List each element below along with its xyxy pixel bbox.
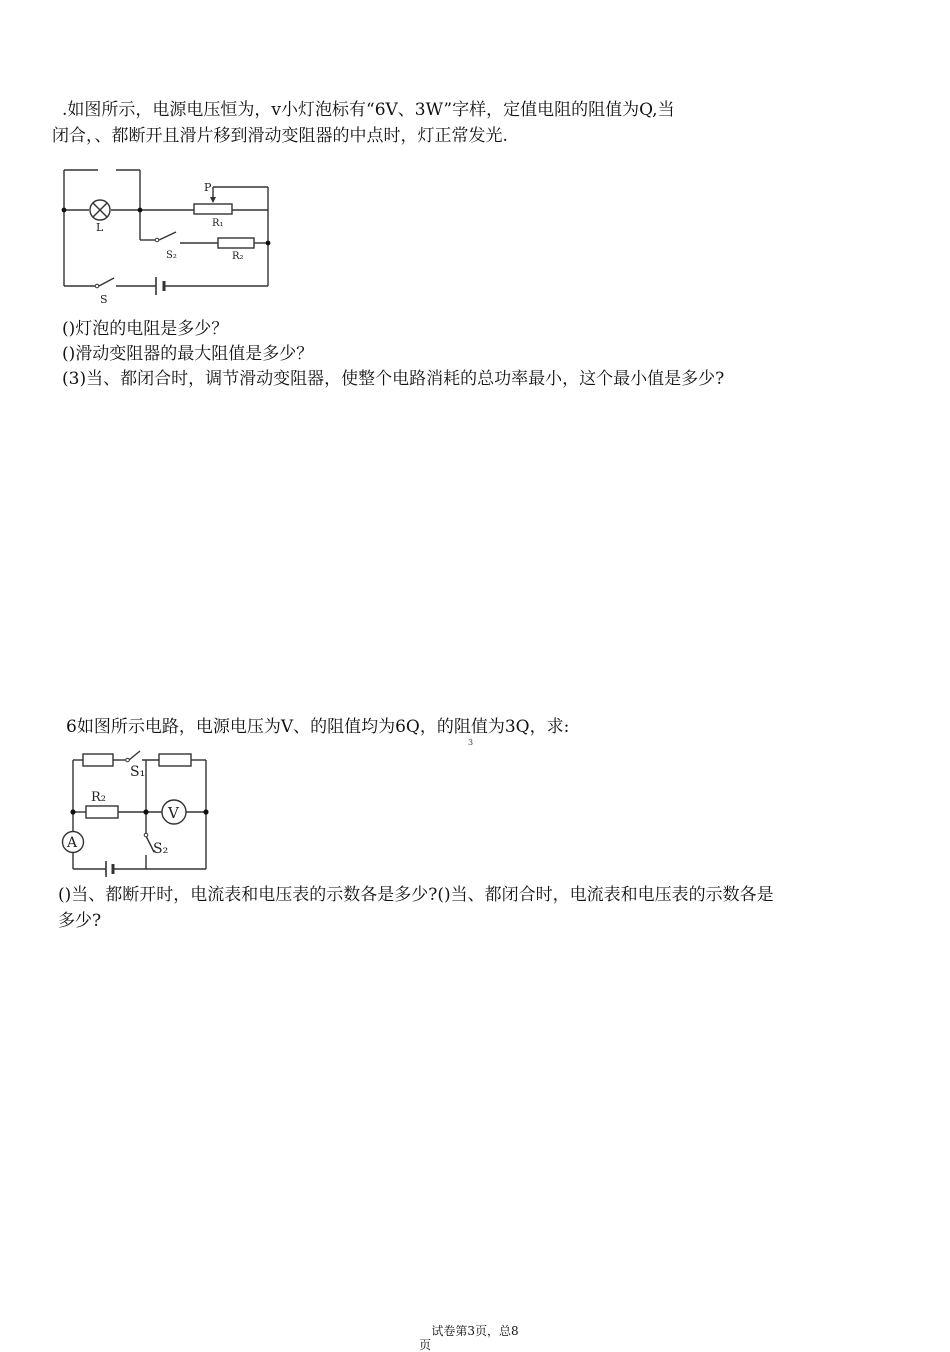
ammeter-icon <box>63 832 84 853</box>
label-S2: S₂ <box>166 250 177 261</box>
battery-icon <box>156 277 164 295</box>
superscript-note: 3 <box>468 738 474 747</box>
label-A: A <box>67 835 78 851</box>
page-footer-line1: 试卷第3页，总8 <box>431 1324 519 1338</box>
problem5-question-3: (3)当、都闭合时，调节滑动变阻器，使整个电路消耗的总功率最小，这个最小值是多少? <box>62 369 725 389</box>
label-R2: R₂ <box>232 251 244 262</box>
lamp-icon <box>90 200 110 220</box>
label-S1: S₁ <box>130 764 146 780</box>
label-R2-b: R₂ <box>91 790 106 805</box>
problem6-question-line1: ()当、都断开时，电流表和电压表的示数各是多少?()当、都闭合时，电流表和电压表的示数各是 <box>58 885 774 905</box>
slider-arrow-icon <box>210 197 216 203</box>
battery-icon-2 <box>106 861 113 877</box>
page-footer-line2: 页 <box>418 1338 431 1352</box>
label-P: P <box>204 181 212 194</box>
problem5-intro-line1: .如图所示，电源电压恒为，v小灯泡标有“6V、3W”字样，定值电阻的阻值为Q,当 <box>62 100 675 120</box>
circuit-diagram-1 <box>52 160 332 310</box>
problem6-question-line2: 多少? <box>58 911 102 931</box>
voltmeter-icon <box>162 800 186 824</box>
problem5-intro-line2: 闭合，、都断开且滑片移到滑动变阻器的中点时，灯正常发光. <box>52 126 508 146</box>
label-S: S <box>100 293 108 306</box>
problem6-intro: 6如图所示电路，电源电压为V、的阻值均为6Q，的阻值为3Q，求: <box>66 717 570 737</box>
label-V: V <box>168 804 179 822</box>
label-L: L <box>96 221 104 234</box>
problem5-question-1: ()灯泡的电阻是多少？ <box>62 319 229 339</box>
problem5-question-2: ()滑动变阻器的最大阻值是多少？ <box>62 344 314 364</box>
label-S2-b: S₂ <box>153 841 169 857</box>
circuit-diagram-2 <box>58 748 238 878</box>
label-R1: R₁ <box>212 218 224 229</box>
